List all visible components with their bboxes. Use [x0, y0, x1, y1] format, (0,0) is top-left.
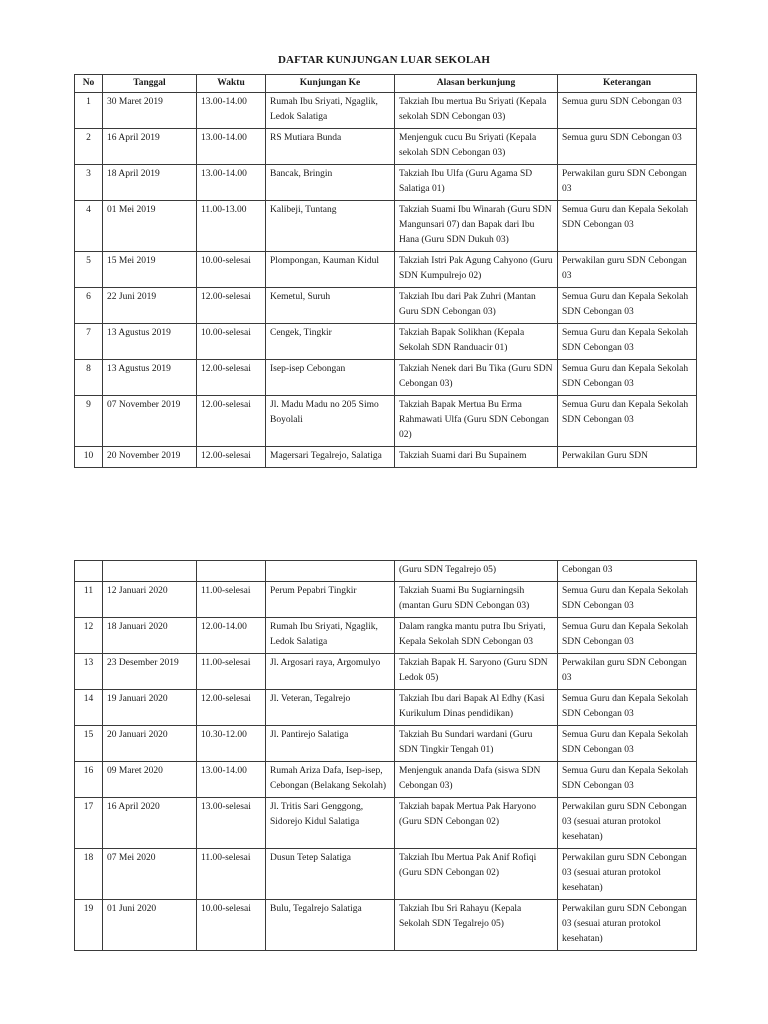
- cell-waktu: 12.00-selesai: [197, 360, 266, 396]
- cell-no: 15: [75, 726, 103, 762]
- cell-alasan: Takziah Bapak Mertua Bu Erma Rahmawati Ulfa (Guru SDN Cebongan 02): [395, 396, 558, 447]
- cell-waktu: 12.00-selesai: [197, 396, 266, 447]
- cell-keterangan: Cebongan 03: [558, 561, 697, 582]
- cell-tanggal: 30 Maret 2019: [103, 93, 197, 129]
- cell-tanggal: 19 Januari 2020: [103, 690, 197, 726]
- cell-kunjungan-ke: Jl. Tritis Sari Genggong, Sidorejo Kidul Salatiga: [266, 798, 395, 849]
- cell-no: 3: [75, 165, 103, 201]
- table-body-page-1: [75, 93, 697, 468]
- cell-alasan: Takziah Ibu Mertua Pak Anif Rofiqi (Guru SDN Cebongan 02): [395, 849, 558, 900]
- cell-tanggal: 01 Juni 2020: [103, 900, 197, 951]
- cell-no: [75, 561, 103, 582]
- cell-alasan: Takziah Bapak H. Saryono (Guru SDN Ledok 05): [395, 654, 558, 690]
- header-no: No: [75, 75, 103, 93]
- header-keterangan: Keterangan: [558, 75, 697, 93]
- cell-no: 13: [75, 654, 103, 690]
- cell-kunjungan-ke: Rumah Ibu Sriyati, Ngaglik, Ledok Salatiga: [266, 93, 395, 129]
- table-row: [75, 798, 697, 849]
- table-header-row: [75, 75, 697, 93]
- cell-kunjungan-ke: Jl. Madu Madu no 205 Simo Boyolali: [266, 396, 395, 447]
- cell-waktu: 10.00-selesai: [197, 900, 266, 951]
- cell-no: 2: [75, 129, 103, 165]
- cell-alasan: Takziah Ibu dari Bapak Al Edhy (Kasi Kurikulum Dinas pendidikan): [395, 690, 558, 726]
- header-tanggal: Tanggal: [103, 75, 197, 93]
- cell-kunjungan-ke: [266, 561, 395, 582]
- cell-alasan: Takziah Suami Ibu Winarah (Guru SDN Mangunsari 07) dan Bapak dari Ibu Hana (Guru SDN Dukuh 03): [395, 201, 558, 252]
- cell-keterangan: Semua Guru dan Kepala Sekolah SDN Cebongan 03: [558, 396, 697, 447]
- cell-kunjungan-ke: Isep-isep Cebongan: [266, 360, 395, 396]
- cell-waktu: 10.00-selesai: [197, 252, 266, 288]
- header-waktu: Waktu: [197, 75, 266, 93]
- table-row: [75, 849, 697, 900]
- cell-kunjungan-ke: Bulu, Tegalrejo Salatiga: [266, 900, 395, 951]
- cell-keterangan: Semua Guru dan Kepala Sekolah SDN Cebongan 03: [558, 690, 697, 726]
- cell-no: 7: [75, 324, 103, 360]
- cell-kunjungan-ke: Rumah Ibu Sriyati, Ngaglik, Ledok Salatiga: [266, 618, 395, 654]
- table-row: [75, 726, 697, 762]
- cell-kunjungan-ke: Jl. Argosari raya, Argomulyo: [266, 654, 395, 690]
- cell-tanggal: 22 Juni 2019: [103, 288, 197, 324]
- cell-no: 8: [75, 360, 103, 396]
- cell-kunjungan-ke: Jl. Pantirejo Salatiga: [266, 726, 395, 762]
- cell-keterangan: Semua Guru dan Kepala Sekolah SDN Cebongan 03: [558, 201, 697, 252]
- visit-table-page-1: [74, 74, 697, 468]
- cell-alasan: Takziah Ibu mertua Bu Sriyati (Kepala sekolah SDN Cebongan 03): [395, 93, 558, 129]
- cell-alasan: Takziah Ibu Sri Rahayu (Kepala Sekolah SDN Tegalrejo 05): [395, 900, 558, 951]
- cell-tanggal: 16 April 2019: [103, 129, 197, 165]
- cell-kunjungan-ke: Perum Pepabri Tingkir: [266, 582, 395, 618]
- cell-keterangan: Perwakilan guru SDN Cebongan 03 (sesuai aturan protokol kesehatan): [558, 849, 697, 900]
- cell-tanggal: [103, 561, 197, 582]
- cell-kunjungan-ke: Jl. Veteran, Tegalrejo: [266, 690, 395, 726]
- cell-waktu: 12.00-14.00: [197, 618, 266, 654]
- table-row: [75, 618, 697, 654]
- cell-waktu: 12.00-selesai: [197, 690, 266, 726]
- cell-waktu: 12.00-selesai: [197, 447, 266, 468]
- table-row: [75, 201, 697, 252]
- cell-kunjungan-ke: Plompongan, Kauman Kidul: [266, 252, 395, 288]
- cell-keterangan: Perwakilan Guru SDN: [558, 447, 697, 468]
- table-row: [75, 252, 697, 288]
- cell-keterangan: Semua Guru dan Kepala Sekolah SDN Cebongan 03: [558, 726, 697, 762]
- cell-alasan: Menjenguk cucu Bu Sriyati (Kepala sekolah SDN Cebongan 03): [395, 129, 558, 165]
- cell-alasan: (Guru SDN Tegalrejo 05): [395, 561, 558, 582]
- cell-no: 10: [75, 447, 103, 468]
- cell-alasan: Takziah Bu Sundari wardani (Guru SDN Tingkir Tengah 01): [395, 726, 558, 762]
- table-row: [75, 900, 697, 951]
- cell-tanggal: 01 Mei 2019: [103, 201, 197, 252]
- cell-alasan: Takziah Istri Pak Agung Cahyono (Guru SDN Kumpulrejo 02): [395, 252, 558, 288]
- cell-no: 18: [75, 849, 103, 900]
- cell-kunjungan-ke: Kemetul, Suruh: [266, 288, 395, 324]
- cell-tanggal: 07 November 2019: [103, 396, 197, 447]
- cell-waktu: 11.00-13.00: [197, 201, 266, 252]
- cell-kunjungan-ke: Magersari Tegalrejo, Salatiga: [266, 447, 395, 468]
- cell-waktu: [197, 561, 266, 582]
- cell-waktu: 13.00-14.00: [197, 165, 266, 201]
- cell-waktu: 12.00-selesai: [197, 288, 266, 324]
- cell-keterangan: Semua Guru dan Kepala Sekolah SDN Cebongan 03: [558, 582, 697, 618]
- table-row: [75, 324, 697, 360]
- cell-tanggal: 23 Desember 2019: [103, 654, 197, 690]
- table-row: [75, 288, 697, 324]
- cell-keterangan: Perwakilan guru SDN Cebongan 03: [558, 654, 697, 690]
- cell-alasan: Takziah Ibu Ulfa (Guru Agama SD Salatiga 01): [395, 165, 558, 201]
- table-row: [75, 93, 697, 129]
- cell-keterangan: Semua Guru dan Kepala Sekolah SDN Cebongan 03: [558, 324, 697, 360]
- cell-no: 11: [75, 582, 103, 618]
- cell-tanggal: 18 April 2019: [103, 165, 197, 201]
- cell-waktu: 10.00-selesai: [197, 324, 266, 360]
- cell-no: 5: [75, 252, 103, 288]
- cell-alasan: Takziah Nenek dari Bu Tika (Guru SDN Cebongan 03): [395, 360, 558, 396]
- cell-waktu: 13.00-14.00: [197, 93, 266, 129]
- cell-kunjungan-ke: RS Mutiara Bunda: [266, 129, 395, 165]
- cell-tanggal: 20 Januari 2020: [103, 726, 197, 762]
- cell-keterangan: Semua Guru dan Kepala Sekolah SDN Cebongan 03: [558, 618, 697, 654]
- table-row: [75, 360, 697, 396]
- header-kunjungan-ke: Kunjungan Ke: [266, 75, 395, 93]
- table-row: [75, 762, 697, 798]
- cell-kunjungan-ke: Cengek, Tingkir: [266, 324, 395, 360]
- cell-waktu: 13.00-14.00: [197, 762, 266, 798]
- header-alasan: Alasan berkunjung: [395, 75, 558, 93]
- cell-tanggal: 09 Maret 2020: [103, 762, 197, 798]
- cell-no: 4: [75, 201, 103, 252]
- cell-no: 6: [75, 288, 103, 324]
- table-row: [75, 165, 697, 201]
- cell-tanggal: 16 April 2020: [103, 798, 197, 849]
- cell-waktu: 11.00-selesai: [197, 582, 266, 618]
- cell-keterangan: Semua Guru dan Kepala Sekolah SDN Cebongan 03: [558, 360, 697, 396]
- table-row: [75, 690, 697, 726]
- cell-keterangan: Semua Guru dan Kepala Sekolah SDN Cebongan 03: [558, 288, 697, 324]
- cell-keterangan: Semua guru SDN Cebongan 03: [558, 129, 697, 165]
- table-row: [75, 447, 697, 468]
- cell-no: 9: [75, 396, 103, 447]
- cell-tanggal: 07 Mei 2020: [103, 849, 197, 900]
- cell-tanggal: 13 Agustus 2019: [103, 324, 197, 360]
- cell-keterangan: Perwakilan guru SDN Cebongan 03 (sesuai aturan protokol kesehatan): [558, 900, 697, 951]
- cell-alasan: Takziah Bapak Solikhan (Kepala Sekolah SDN Randuacir 01): [395, 324, 558, 360]
- cell-no: 16: [75, 762, 103, 798]
- cell-alasan: Menjenguk ananda Dafa (siswa SDN Cebongan 03): [395, 762, 558, 798]
- cell-tanggal: 13 Agustus 2019: [103, 360, 197, 396]
- table-row: [75, 654, 697, 690]
- cell-no: 17: [75, 798, 103, 849]
- cell-waktu: 13.00-14.00: [197, 129, 266, 165]
- cell-keterangan: Perwakilan guru SDN Cebongan 03: [558, 165, 697, 201]
- visit-table-page-2: [74, 560, 697, 951]
- cell-tanggal: 12 Januari 2020: [103, 582, 197, 618]
- cell-keterangan: Perwakilan guru SDN Cebongan 03: [558, 252, 697, 288]
- cell-no: 1: [75, 93, 103, 129]
- table-row: [75, 582, 697, 618]
- cell-tanggal: 18 Januari 2020: [103, 618, 197, 654]
- table-row: [75, 396, 697, 447]
- cell-tanggal: 20 November 2019: [103, 447, 197, 468]
- cell-no: 12: [75, 618, 103, 654]
- table-row: [75, 129, 697, 165]
- cell-keterangan: Semua Guru dan Kepala Sekolah SDN Cebongan 03: [558, 762, 697, 798]
- cell-keterangan: Perwakilan guru SDN Cebongan 03 (sesuai aturan protokol kesehatan): [558, 798, 697, 849]
- cell-kunjungan-ke: Kalibeji, Tuntang: [266, 201, 395, 252]
- cell-kunjungan-ke: Rumah Ariza Dafa, Isep-isep, Cebongan (Belakang Sekolah): [266, 762, 395, 798]
- cell-no: 19: [75, 900, 103, 951]
- document-title: DAFTAR KUNJUNGAN LUAR SEKOLAH: [277, 54, 490, 66]
- table-body-page-2: [75, 561, 697, 951]
- cell-alasan: Takziah Ibu dari Pak Zuhri (Mantan Guru SDN Cebongan 03): [395, 288, 558, 324]
- cell-alasan: Takziah Suami dari Bu Supainem: [395, 447, 558, 468]
- cell-kunjungan-ke: Bancak, Bringin: [266, 165, 395, 201]
- cell-tanggal: 15 Mei 2019: [103, 252, 197, 288]
- table-row: [75, 561, 697, 582]
- cell-waktu: 13.00-selesai: [197, 798, 266, 849]
- cell-alasan: Dalam rangka mantu putra Ibu Sriyati, Kepala Sekolah SDN Cebongan 03: [395, 618, 558, 654]
- cell-no: 14: [75, 690, 103, 726]
- cell-kunjungan-ke: Dusun Tetep Salatiga: [266, 849, 395, 900]
- cell-waktu: 10.30-12.00: [197, 726, 266, 762]
- cell-keterangan: Semua guru SDN Cebongan 03: [558, 93, 697, 129]
- cell-alasan: Takziah bapak Mertua Pak Haryono (Guru SDN Cebongan 02): [395, 798, 558, 849]
- cell-waktu: 11.00-selesai: [197, 849, 266, 900]
- cell-waktu: 11.00-selesai: [197, 654, 266, 690]
- cell-alasan: Takziah Suami Bu Sugiarningsih (mantan Guru SDN Cebongan 03): [395, 582, 558, 618]
